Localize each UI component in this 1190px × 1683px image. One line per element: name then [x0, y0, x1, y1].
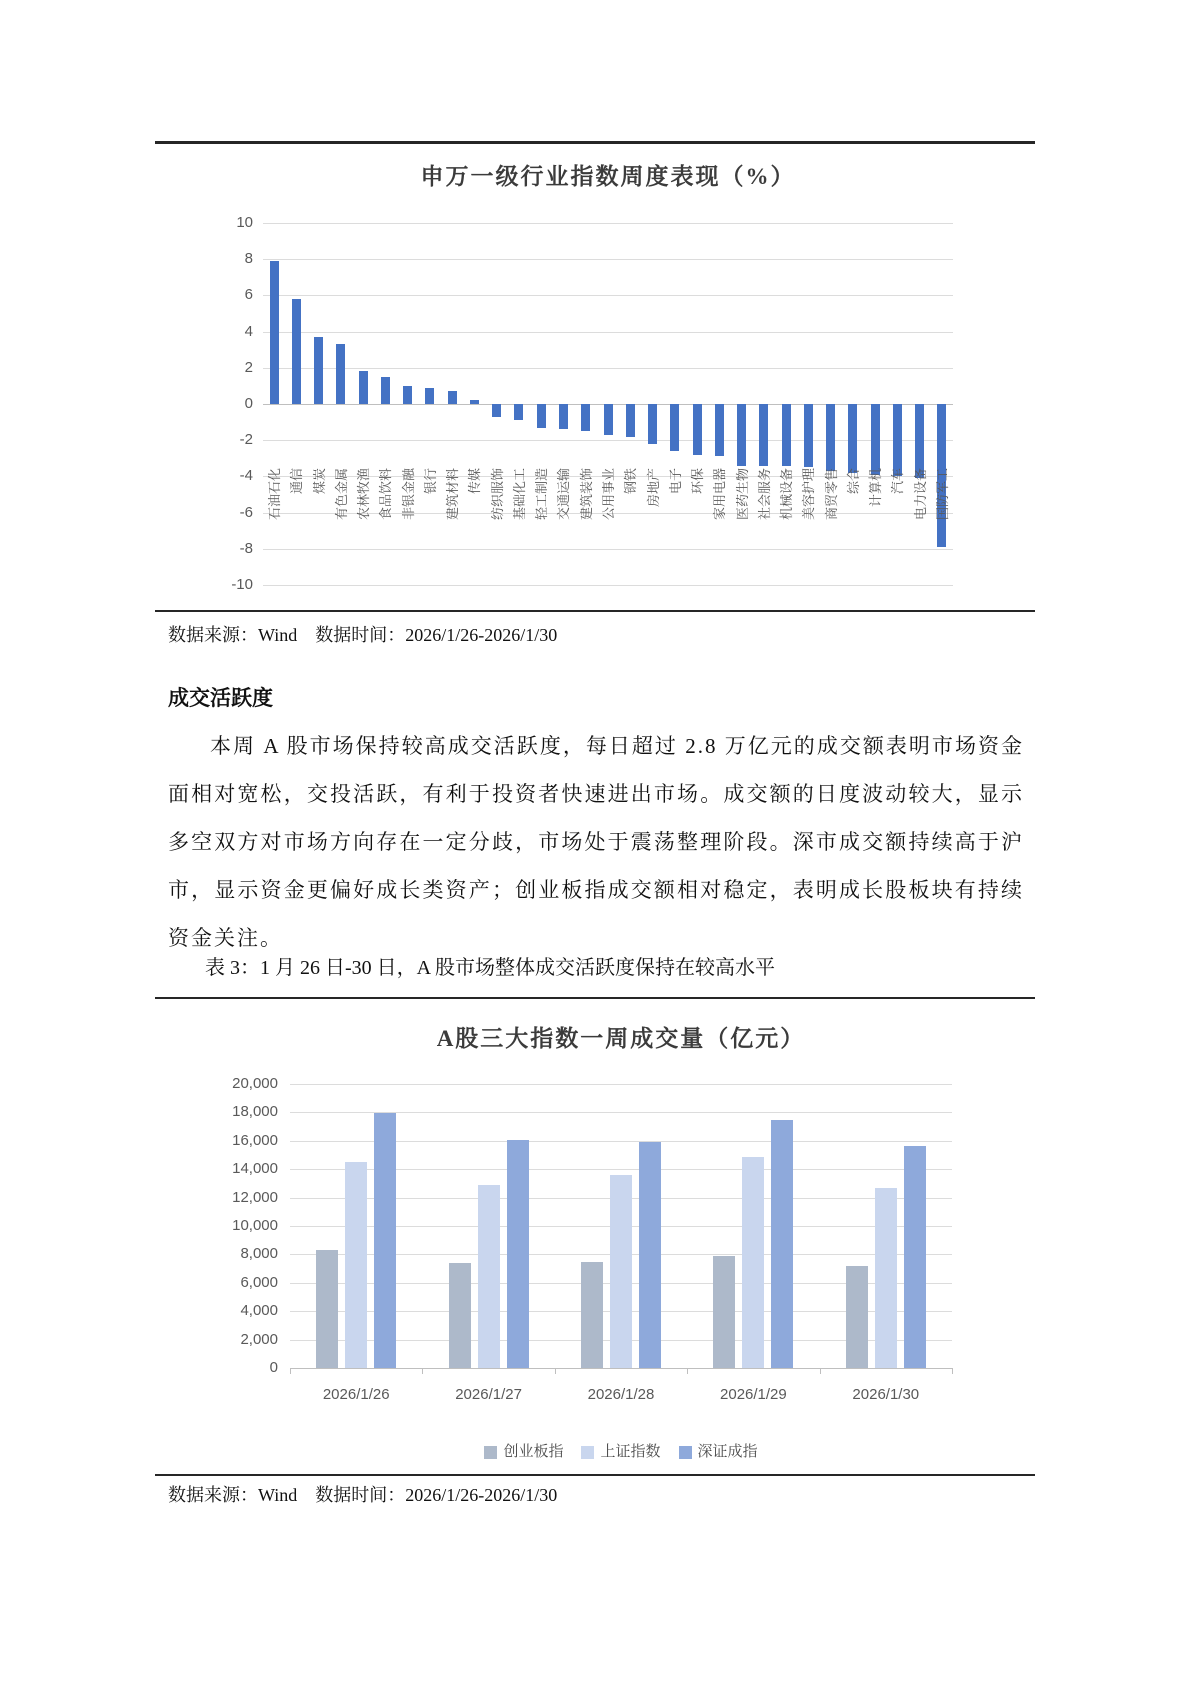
legend-item [581, 1443, 660, 1461]
y-axis-tick-label: -6 [239, 503, 253, 521]
legend-swatch [484, 1446, 497, 1459]
x-axis-tick [820, 1368, 821, 1374]
y-axis-tick-label: 0 [244, 395, 253, 412]
industry-bar-chart [231, 214, 953, 593]
category-label: 综合 [845, 468, 861, 495]
category-label: 房地产 [645, 468, 661, 508]
category-label: 钢铁 [623, 468, 639, 495]
y-axis-tick-label: 10 [236, 214, 253, 231]
y-axis-tick-label: 8,000 [240, 1245, 278, 1263]
category-label: 通信 [289, 468, 305, 495]
legend-swatch [679, 1446, 692, 1459]
industry-bar [381, 377, 390, 404]
volume-bar [639, 1142, 661, 1368]
y-axis-tick-label: 10,000 [232, 1217, 278, 1234]
legend-swatch [581, 1446, 594, 1459]
industry-bar [715, 404, 724, 456]
chart-legend [290, 1443, 952, 1461]
volume-bar [742, 1157, 764, 1368]
y-axis-tick-label: 6 [244, 286, 253, 304]
industry-bar [871, 404, 880, 475]
industry-bar [336, 344, 345, 404]
y-axis-tick-label: -8 [239, 539, 253, 557]
industry-bar [670, 404, 679, 451]
volume-bar [713, 1256, 735, 1368]
category-label: 银行 [422, 468, 438, 495]
category-label: 石油石化 [267, 468, 283, 521]
y-axis-tick-label: -10 [231, 576, 253, 593]
y-axis-tick-label: 4,000 [240, 1302, 278, 1320]
divider-chart1 [155, 610, 1035, 612]
y-axis-tick-label: 18,000 [232, 1103, 278, 1121]
industry-bar [782, 404, 791, 466]
industry-bar [292, 299, 301, 404]
category-label: 机械设备 [779, 468, 795, 521]
x-axis-tick [952, 1368, 953, 1374]
industry-bar [648, 404, 657, 444]
volume-bar [771, 1120, 793, 1368]
category-label: 电子 [667, 468, 683, 495]
category-label: 煤炭 [311, 468, 327, 495]
category-label: 国防军工 [934, 468, 950, 521]
industry-bar [737, 404, 746, 466]
industry-bar [559, 404, 568, 429]
legend-item [484, 1443, 563, 1461]
industry-bar [359, 371, 368, 404]
category-label: 社会服务 [756, 468, 772, 521]
category-label: 农林牧渔 [356, 468, 372, 521]
volume-bar [581, 1262, 603, 1369]
industry-bar [514, 404, 523, 420]
source-note-chart2: 数据来源：Wind 数据时间：2026/1/26-2026/1/30 [168, 1485, 558, 1505]
industry-bar [848, 404, 857, 473]
x-axis-date-label: 2026/1/26 [322, 1386, 390, 1403]
category-label: 环保 [690, 468, 706, 495]
volume-bar [875, 1188, 897, 1368]
divider-top [155, 141, 1035, 144]
x-axis-tick [555, 1368, 556, 1374]
body-paragraph: 本周 A 股市场保持较高成交活跃度，每日超过 2.8 万亿元的成交额表明市场资金面相对宽松，交投活跃，有利于投资者快速进出市场。成交额的日度波动较大，显示多空双方对市场方向存在一定分歧，市场处于震荡整理阶段。深市成交额持续高于沪市，显示资金更偏好成长类资产；创业板指成交额相对稳定，表明成长股板块有持续资金关注。 [168, 734, 1024, 950]
category-label: 纺织服饰 [489, 468, 505, 521]
gridline [290, 1084, 952, 1085]
volume-chart-title: A股三大指数一周成交量（亿元） [436, 1026, 806, 1051]
gridline [263, 259, 953, 260]
category-label: 基础化工 [511, 468, 527, 521]
legend-label: 深证成指 [697, 1443, 758, 1460]
category-label: 建筑材料 [445, 468, 461, 521]
x-axis-tick [687, 1368, 688, 1374]
y-axis-tick-label: 4 [244, 322, 253, 340]
category-label: 非银金融 [400, 468, 416, 521]
volume-bar [507, 1140, 529, 1368]
table-caption: 表 3：1 月 26 日-30 日，A 股市场整体成交活跃度保持在较高水平 [205, 957, 775, 979]
category-label: 计算机 [868, 468, 884, 508]
x-axis-date-label: 2026/1/29 [720, 1386, 787, 1403]
gridline [263, 223, 953, 224]
x-axis-date-label: 2026/1/30 [852, 1386, 920, 1403]
industry-bar [314, 337, 323, 404]
volume-bar [374, 1113, 396, 1368]
y-axis-tick-label: 8 [244, 250, 253, 268]
industry-bar [403, 386, 412, 404]
industry-bar [537, 404, 546, 428]
category-label: 汽车 [890, 468, 906, 495]
divider-table [155, 997, 1035, 999]
category-label: 电力设备 [912, 468, 928, 521]
section-heading: 成交活跃度 [168, 686, 273, 710]
industry-bar [826, 404, 835, 471]
y-axis-tick-label: -2 [239, 431, 253, 449]
industry-bar [425, 388, 434, 404]
industry-bar [270, 261, 279, 404]
industry-bar [626, 404, 635, 437]
source-note-chart1: 数据来源：Wind 数据时间：2026/1/26-2026/1/30 [168, 625, 558, 645]
y-axis-tick-label: 2 [244, 358, 253, 376]
category-label: 轻工制造 [534, 468, 550, 521]
gridline [263, 295, 953, 296]
y-axis-tick-label: 14,000 [232, 1160, 278, 1178]
category-label: 建筑装饰 [578, 468, 594, 521]
category-label: 商贸零售 [823, 468, 839, 521]
industry-bar [448, 391, 457, 404]
y-axis-tick-label: 20,000 [232, 1075, 278, 1092]
category-label: 美容护理 [801, 468, 817, 521]
industry-bar [581, 404, 590, 431]
volume-bar-chart [232, 1075, 952, 1403]
x-axis-date-label: 2026/1/27 [455, 1386, 522, 1403]
category-label: 食品饮料 [378, 468, 394, 521]
volume-bar [610, 1175, 632, 1368]
legend-label: 创业板指 [503, 1443, 564, 1460]
industry-bar [604, 404, 613, 435]
industry-bar [492, 404, 501, 417]
legend-label: 上证指数 [600, 1443, 661, 1460]
y-axis-tick-label: 12,000 [232, 1188, 278, 1206]
x-axis-tick [290, 1368, 291, 1374]
industry-bar [759, 404, 768, 466]
volume-bar [345, 1162, 367, 1368]
industry-chart-title: 申万一级行业指数周度表现（%） [420, 164, 796, 189]
y-axis-tick-label: -4 [239, 467, 253, 485]
category-label: 医药生物 [734, 468, 750, 521]
industry-bar [804, 404, 813, 467]
gridline [263, 585, 953, 586]
gridline [263, 549, 953, 550]
category-label: 交通运输 [556, 468, 572, 521]
gridline [263, 368, 953, 369]
volume-bar [478, 1185, 500, 1368]
gridline [290, 1368, 952, 1369]
gridline [263, 332, 953, 333]
industry-bar [893, 404, 902, 476]
divider-chart2 [155, 1474, 1035, 1476]
industry-bar [693, 404, 702, 455]
category-label: 传媒 [467, 468, 483, 495]
x-axis-date-label: 2026/1/28 [587, 1386, 655, 1403]
volume-bar [904, 1146, 926, 1368]
x-axis-tick [422, 1368, 423, 1374]
y-axis-tick-label: 16,000 [232, 1131, 278, 1149]
industry-bar [470, 400, 479, 404]
legend-item [679, 1443, 758, 1461]
volume-bar [449, 1263, 471, 1368]
y-axis-tick-label: 6,000 [240, 1273, 278, 1291]
category-label: 家用电器 [712, 468, 728, 521]
volume-bar [846, 1266, 868, 1368]
y-axis-tick-label: 2,000 [240, 1330, 278, 1348]
volume-bar [316, 1250, 338, 1368]
category-label: 公用事业 [601, 468, 616, 521]
y-axis-tick-label: 0 [269, 1359, 278, 1376]
category-label: 有色金属 [333, 468, 349, 521]
